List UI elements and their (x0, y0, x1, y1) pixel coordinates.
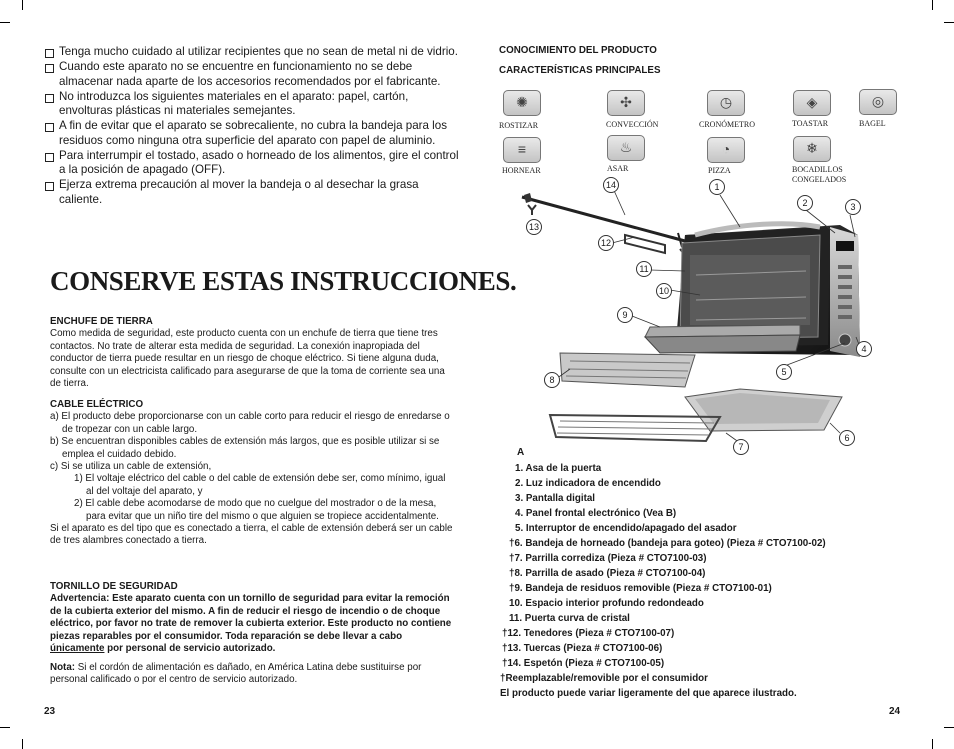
broil-icon: ♨ (607, 135, 645, 161)
cord-item-c1: 1) El voltaje eléctrico del cable o del cable de extensión debe ser, como mínimo, igual al del voltaje del aparato, y (74, 473, 446, 497)
callout-1: 1 (709, 179, 725, 195)
callout-8: 8 (544, 372, 560, 388)
crop-mark (932, 739, 933, 749)
part-item: 11. Puerta curva de cristal (509, 613, 630, 624)
crop-mark (22, 739, 23, 749)
note-label: Nota: (50, 662, 76, 673)
part-item: †12. Tenedores (Pieza # CTO7100-07) (502, 628, 675, 639)
diagram-letter: A (517, 447, 525, 458)
feature-label: ROSTIZAR (499, 121, 539, 130)
part-item: †14. Espetón (Pieza # CTO7100-05) (502, 658, 665, 669)
callout-5: 5 (776, 364, 792, 380)
part-item: †6. Bandeja de horneado (bandeja para goteo) (Pieza # CTO7100-02) (509, 538, 826, 549)
bullet-item: Cuando este aparato no se encuentre en funcionamiento no se debe almacenar nada aparte de los accesorios recomendados por el fabricante. (44, 60, 464, 89)
callout-3: 3 (845, 199, 861, 215)
cord-item-c: c) Si se utiliza un cable de extensión, (50, 461, 212, 473)
feature-label: TOASTAR (792, 119, 829, 128)
parts-list (500, 461, 826, 701)
bullet-item: Tenga mucho cuidado al utilizar recipientes que no sean de metal ni de vidrio. (44, 45, 464, 60)
part-item: 10. Espacio interior profundo redondeado (509, 598, 704, 609)
bullet-item: Para interrumpir el tostado, asado o horneado de los alimentos, gire el control a la posición de apagado (OFF). (44, 149, 464, 178)
screw-text-end: por personal de servicio autorizado. (104, 643, 276, 655)
pizza-icon: ◔ (707, 137, 745, 163)
baking-pan (685, 389, 842, 431)
bullet-item: No introduzca los siguientes materiales en el aparato: papel, cartón, envolturas plásticas ni materiales semejantes. (44, 90, 464, 119)
part-item: 2. Luz indicadora de encendido (515, 478, 661, 489)
cord-section (50, 399, 455, 548)
page-title: CONSERVE ESTAS INSTRUCCIONES. (50, 266, 517, 296)
bullet-item: A fin de evitar que el aparato se sobrecaliente, no cubra la bandeja para los residuos como ninguna otra superficie del aparato con papel de aluminio. (44, 119, 464, 148)
page-number-right: 24 (889, 706, 901, 717)
note-section (50, 662, 458, 687)
crop-mark (932, 0, 933, 10)
cord-item-c2: 2) El cable debe acomodarse de modo que no cuelgue del mostrador o de la mesa, para evitar que un niño tire del mismo o que alguien se tropiece accidentalmente. (74, 498, 439, 522)
screw-text: Advertencia: Este aparato cuenta con un tornillo de seguridad para evitar la remoción de la cubierta exterior del mismo. A fin de reducir el riesgo de incendio o de choque eléctrico, por favor no trate de remover la cubierta exterior. Este producto no contiene piezas reparables por el consumidor. Toda reparación se debe llevar a cabo (50, 593, 452, 642)
crop-mark (22, 0, 23, 10)
cord-item-b: b) Se encuentran disponibles cables de extensión más largos, que es posible utilizar si se emplea el cuidado debido. (50, 436, 440, 460)
screw-section (50, 581, 458, 655)
part-item: †8. Parrilla de asado (Pieza # CTO7100-04) (509, 568, 706, 579)
cord-heading: CABLE ELÉCTRICO (50, 399, 144, 410)
plug-text: Como medida de seguridad, este producto cuenta con un enchufe de tierra que tiene tres contactos. No trate de alterar esta medida de seguridad. La conexión inapropiada del conductor de tierra puede resultar en un riesgo de choque eléctrico. Si tiene alguna duda, consulte con un electricista calificado para asegurarse de que la toma de corriente sea una de tierra. (50, 328, 445, 390)
callout-6: 6 (839, 430, 855, 446)
footnote-replaceable: †Reemplazable/removible por el consumidor (500, 673, 708, 684)
oven-body (645, 224, 860, 357)
callout-9: 9 (617, 307, 633, 323)
crop-mark (944, 22, 954, 23)
bagel-icon: ◎ (859, 89, 897, 115)
footnote-variation: El producto puede variar ligeramente del que aparece ilustrado. (500, 688, 797, 699)
screw-warning (50, 593, 458, 655)
rotisserie-icon: ✺ (503, 90, 541, 116)
part-item: †7. Parrilla corrediza (Pieza # CTO7100-03) (509, 553, 707, 564)
fan-icon: ✣ (607, 90, 645, 116)
page-number-left: 23 (44, 706, 56, 717)
bake-icon: ≡ (503, 137, 541, 163)
feature-label: CONVECCIÓN (606, 120, 659, 129)
feature-label: ASAR (607, 164, 629, 173)
frozen-snack-icon: ❄ (793, 136, 831, 162)
part-item: 4. Panel frontal electrónico (Vea B) (515, 508, 677, 519)
note-text: Si el cordón de alimentación es dañado, en América Latina debe sustituirse por personal calificado o por el centro de servicio autorizado. (50, 662, 422, 686)
callout-4: 4 (856, 341, 872, 357)
oven-diagram (500, 175, 900, 445)
feature-label: BAGEL (859, 119, 886, 128)
callout-14: 14 (603, 177, 619, 193)
part-item: 3. Pantalla digital (515, 493, 596, 504)
toast-icon: ◈ (793, 90, 831, 116)
feature-label: BOCADILLOS CONGELADOS (792, 165, 847, 184)
slide-rack (550, 415, 720, 441)
feature-label: CRONÓMETRO (699, 120, 756, 129)
callout-2: 2 (797, 195, 813, 211)
crop-mark (0, 22, 10, 23)
part-item: †9. Bandeja de residuos removible (Pieza # CTO7100-01) (509, 583, 772, 594)
callout-7: 7 (733, 439, 749, 455)
callout-11: 11 (636, 261, 652, 277)
callout-12: 12 (598, 235, 614, 251)
screw-heading: TORNILLO DE SEGURIDAD (50, 581, 178, 592)
crop-mark (944, 727, 954, 728)
cord-ground-text: Si el aparato es del tipo que es conectado a tierra, el cable de extensión deberá ser un cable de tres alambres conectado a tierra. (50, 523, 453, 547)
part-item: 1. Asa de la puerta (515, 463, 602, 474)
bullet-item: Ejerza extrema precaución al mover la bandeja o al desechar la grasa caliente. (44, 178, 464, 207)
callout-10: 10 (656, 283, 672, 299)
crop-mark (0, 727, 10, 728)
features-heading: CARACTERÍSTICAS PRINCIPALES (499, 65, 661, 76)
plug-section (50, 316, 450, 390)
part-item: 5. Interruptor de encendido/apagado del asador (515, 523, 737, 534)
plug-heading: ENCHUFE DE TIERRA (50, 316, 153, 327)
timer-icon: ◷ (707, 90, 745, 116)
cord-item-a: a) El producto debe proporcionarse con un cable corto para reducir el riesgo de enredarse o de tropezar con un cable largo. (50, 411, 450, 435)
screw-emphasis: únicamente (50, 643, 105, 655)
safety-bullet-list (44, 45, 464, 208)
broil-rack (560, 353, 695, 387)
callout-13: 13 (526, 219, 542, 235)
part-item: †13. Tuercas (Pieza # CTO7100-06) (502, 643, 663, 654)
feature-label: HORNEAR (502, 166, 541, 175)
feature-label: PIZZA (708, 166, 731, 175)
product-heading: CONOCIMIENTO DEL PRODUCTO (499, 45, 657, 56)
